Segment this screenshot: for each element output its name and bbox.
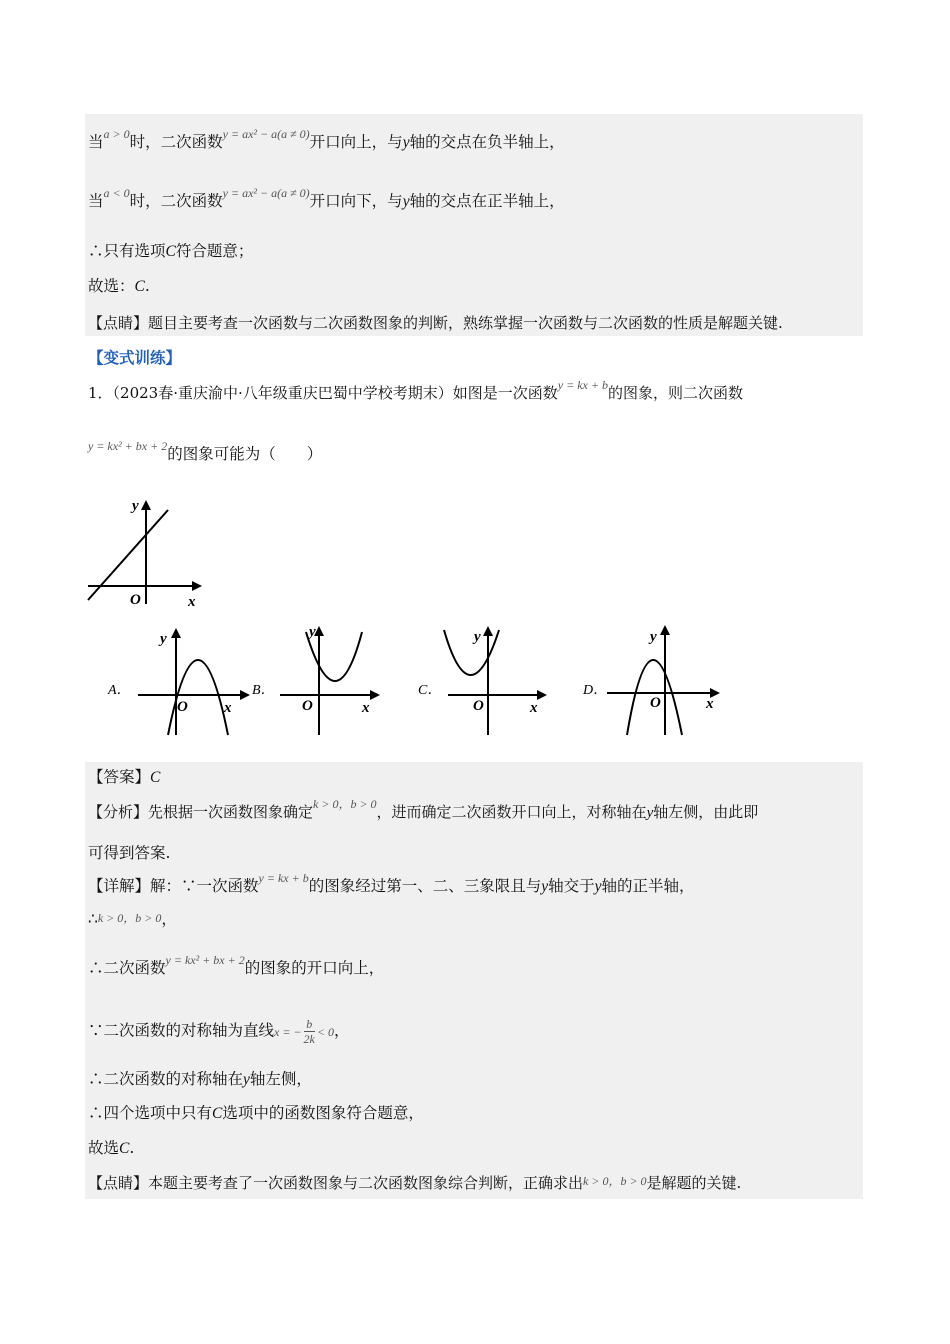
solution-line-4: 故选：C. xyxy=(88,277,150,295)
option-a-origin: O xyxy=(177,699,188,715)
option-c-origin: O xyxy=(473,698,484,714)
option-a-x: x xyxy=(224,700,232,716)
option-d-origin: O xyxy=(650,695,661,711)
option-b-x: x xyxy=(362,700,370,716)
detail-line-4: ∵二次函数的对称轴为直线x = − $\frac{b}{2k}$ < 0， xyxy=(88,1017,350,1046)
option-b-y: y xyxy=(309,624,316,640)
detail-comment: 【点睛】本题主要考查了一次函数图象与二次函数图象综合判断，正确求出$^{k > 0,b > 0}$是解题的关键. xyxy=(88,1174,742,1192)
question-line-2: $^{y = kx^2 + bx + 2}$的图象可能为（ ） xyxy=(88,439,323,463)
answer-block xyxy=(85,762,863,1199)
solution-line-1: 当$^{a > 0}$时，二次函数$^{y = ax^2 - a(a \ne 0)}$开口向上，与y轴的交点在负半轴上， xyxy=(88,127,565,151)
option-b-label: B． xyxy=(252,683,275,698)
answer-line: 【答案】C xyxy=(88,768,161,786)
detail-line-3: ∴二次函数$^{y = kx^2 + bx + 2}$的图象的开口向上， xyxy=(88,953,385,977)
question-figure xyxy=(0,480,950,780)
linear-origin-label: O xyxy=(130,592,141,608)
option-a-graph xyxy=(138,630,248,735)
option-c-graph xyxy=(444,628,545,735)
option-d-y: y xyxy=(650,629,657,645)
option-c-x: x xyxy=(530,700,538,716)
solution-comment: 【点睛】题目主要考查一次函数与二次函数图象的判断，熟练掌握一次函数与二次函数的性质是解题关键. xyxy=(88,314,783,332)
option-c-label: C． xyxy=(418,683,442,698)
analysis-line-2: 可得到答案. xyxy=(88,844,171,862)
detail-line-2: ∴k > 0，b > 0， xyxy=(88,910,177,928)
section-title: 【变式训练】 xyxy=(88,348,182,367)
detail-line-7: 故选C. xyxy=(88,1139,135,1157)
detail-line-5: ∴二次函数的对称轴在y轴左侧， xyxy=(88,1070,312,1088)
option-d-x: x xyxy=(706,696,714,712)
option-d-graph xyxy=(607,627,718,735)
option-a-label: A． xyxy=(108,683,131,698)
question-line-1: 1．（2023春·重庆渝中·八年级重庆巴蜀中学校考期末）如图是一次函数$^{y = kx + b}$的图象，则二次函数 xyxy=(88,378,743,402)
fraction: $\frac{b}{2k}$ xyxy=(303,1017,315,1046)
option-a-y: y xyxy=(160,631,167,647)
solution-line-3: ∴只有选项C符合题意； xyxy=(88,242,254,260)
solution-line-2: 当$^{a < 0}$时，二次函数$^{y = ax^2 - a(a \ne 0)}$开口向下，与y轴的交点在正半轴上， xyxy=(88,186,565,210)
detail-line-6: ∴四个选项中只有C选项中的函数图象符合题意， xyxy=(88,1104,424,1122)
linear-y-label: y xyxy=(132,498,139,514)
option-b-graph xyxy=(280,628,378,735)
option-d-label: D． xyxy=(583,683,608,698)
option-c-y: y xyxy=(474,629,481,645)
detail-line-1: 【详解】解：∵一次函数$^{y = kx + b}$的图象经过第一、二、三象限且与y轴交于y轴的正半轴， xyxy=(88,871,695,895)
analysis-line-1: 【分析】先根据一次函数图象确定$^{k > 0,b > 0}$，进而确定二次函数开口向上，对称轴在y轴左侧，由此即 xyxy=(88,797,759,821)
option-b-origin: O xyxy=(302,698,313,714)
linear-x-label: x xyxy=(188,594,196,610)
linear-function-graph xyxy=(88,502,200,604)
